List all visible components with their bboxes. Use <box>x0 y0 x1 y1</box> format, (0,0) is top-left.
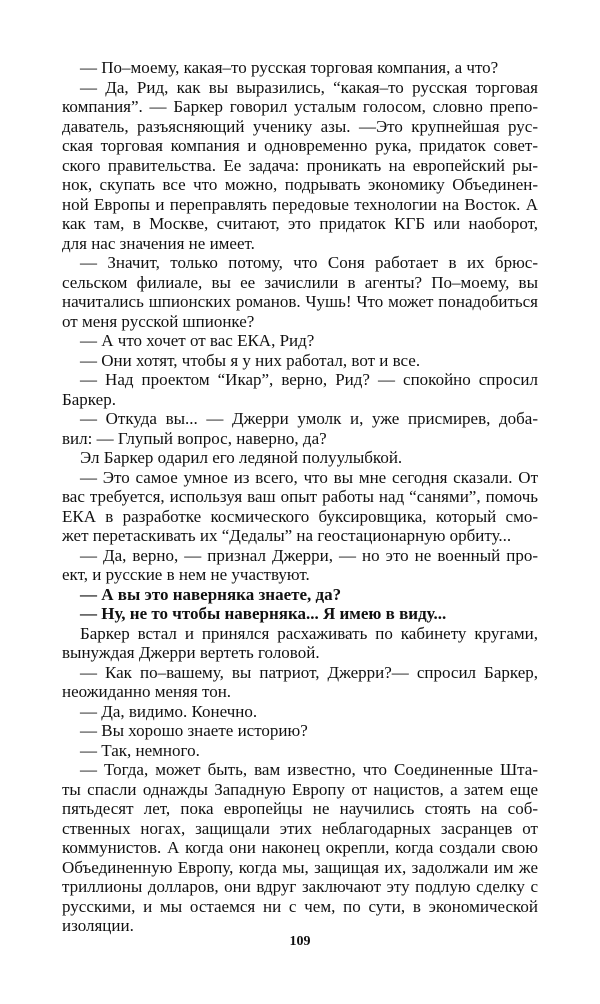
text-line: — Как по–вашему, вы патриот, Джерри?— спросил Баркер, <box>80 662 538 682</box>
text-line: триллионы долларов, они вдруг заключают эту подлую сделку с <box>62 877 538 896</box>
text-line: компания”. — Баркер говорил усталым голосом, словно препо- <box>62 97 538 116</box>
text-line: — Да, Рид, как вы выразились, “какая–то русская торговая <box>80 77 538 97</box>
text-line: — Над проектом “Икар”, верно, Рид? — спокойно спросил <box>80 370 538 389</box>
text-line: вил: — Глупый вопрос, наверно, да? <box>62 428 327 448</box>
text-line: ной Европы и переправлять передовые технологии на Восток. А <box>62 194 538 214</box>
text-line: — Да, верно, — признал Джерри, — но это не военный про- <box>80 545 538 565</box>
text-line: — Да, видимо. Конечно. <box>80 701 258 721</box>
text-line: — Ну, не то чтобы наверняка... Я имею в виду... <box>80 604 447 623</box>
text-line: вынуждая Джерри вертеть головой. <box>62 643 320 662</box>
text-line: для нас значения не имеет. <box>62 233 255 253</box>
text-line: изоляции. <box>62 916 134 935</box>
text-line: — Откуда вы... — Джерри умолк и, уже присмирев, доба- <box>80 409 538 428</box>
text-line: — Они хотят, чтобы я у них работал, вот и все. <box>80 350 421 370</box>
text-line: нок, скупать все что можно, подрывать экономику Объединен- <box>62 175 538 194</box>
page-number: 109 <box>289 934 311 949</box>
text-line: — Это самое умное из всего, что вы мне сегодня сказали. От <box>80 467 538 487</box>
text-line: начитались шпионских романов. Чушь! Что может понадобиться <box>62 292 538 311</box>
text-line: ЕКА в разработке космического буксировщика, который смо- <box>62 506 538 526</box>
text-line: сельском филиале, вы ее зачислили в агенты? По–моему, вы <box>62 272 538 292</box>
text-line: вас требуется, используя ваш опыт работы над “санями”, помочь <box>62 487 538 506</box>
text-line: ская торговая компания и одновременно рука, придаток совет- <box>62 136 538 155</box>
text-line: от меня русской шпионке? <box>62 311 255 331</box>
text-line: русскими, и мы остаемся ни с чем, по сути, в экономической <box>62 896 538 916</box>
text-line: Объединенную Европу, когда мы, защищая их, задолжали им же <box>62 857 538 877</box>
text-line: ственных ногах, защищали этих неблагодарных засранцев от <box>62 818 538 838</box>
text-line: ект, и русские в нем не участвуют. <box>62 565 310 584</box>
text-line: даватель, разъясняющий ученику азы. —Это крупнейшая рус- <box>62 116 538 136</box>
text-line: — Вы хорошо знаете историю? <box>80 721 308 740</box>
page-text <box>62 58 538 936</box>
text-line: ты спасли однажды Западную Европу от нацистов, а затем еще <box>62 779 538 799</box>
text-line: Баркер. <box>62 389 116 409</box>
text-line: коммунистов. А когда они наконец окрепли, когда создали свою <box>62 838 538 857</box>
text-line: ского правительства. Ее задача: проникать на европейский ры- <box>62 155 538 175</box>
text-line: — Тогда, может быть, вам известно, что Соединенные Шта- <box>80 760 538 779</box>
text-line: Эл Баркер одарил его ледяной полуулыбкой. <box>80 448 403 467</box>
text-line: пятьдесят лет, пока европейцы не научились стоять на соб- <box>62 799 538 818</box>
text-line: — А вы это наверняка знаете, да? <box>80 584 342 604</box>
text-line: неожиданно меняя тон. <box>62 682 232 701</box>
text-line: как там, в Москве, считают, это придаток КГБ или наоборот, <box>62 214 538 233</box>
text-line: жет перетаскивать их “Дедалы” на геостационарную орбиту... <box>62 526 512 545</box>
text-line: Баркер встал и принялся расхаживать по кабинету кругами, <box>80 623 538 643</box>
text-line: — По–моему, какая–то русская торговая компания, а что? <box>80 58 499 77</box>
text-line: — А что хочет от вас ЕКА, Рид? <box>80 331 315 350</box>
text-line: — Значит, только потому, что Соня работает в их брюс- <box>80 253 538 272</box>
text-line: — Так, немного. <box>80 740 200 760</box>
